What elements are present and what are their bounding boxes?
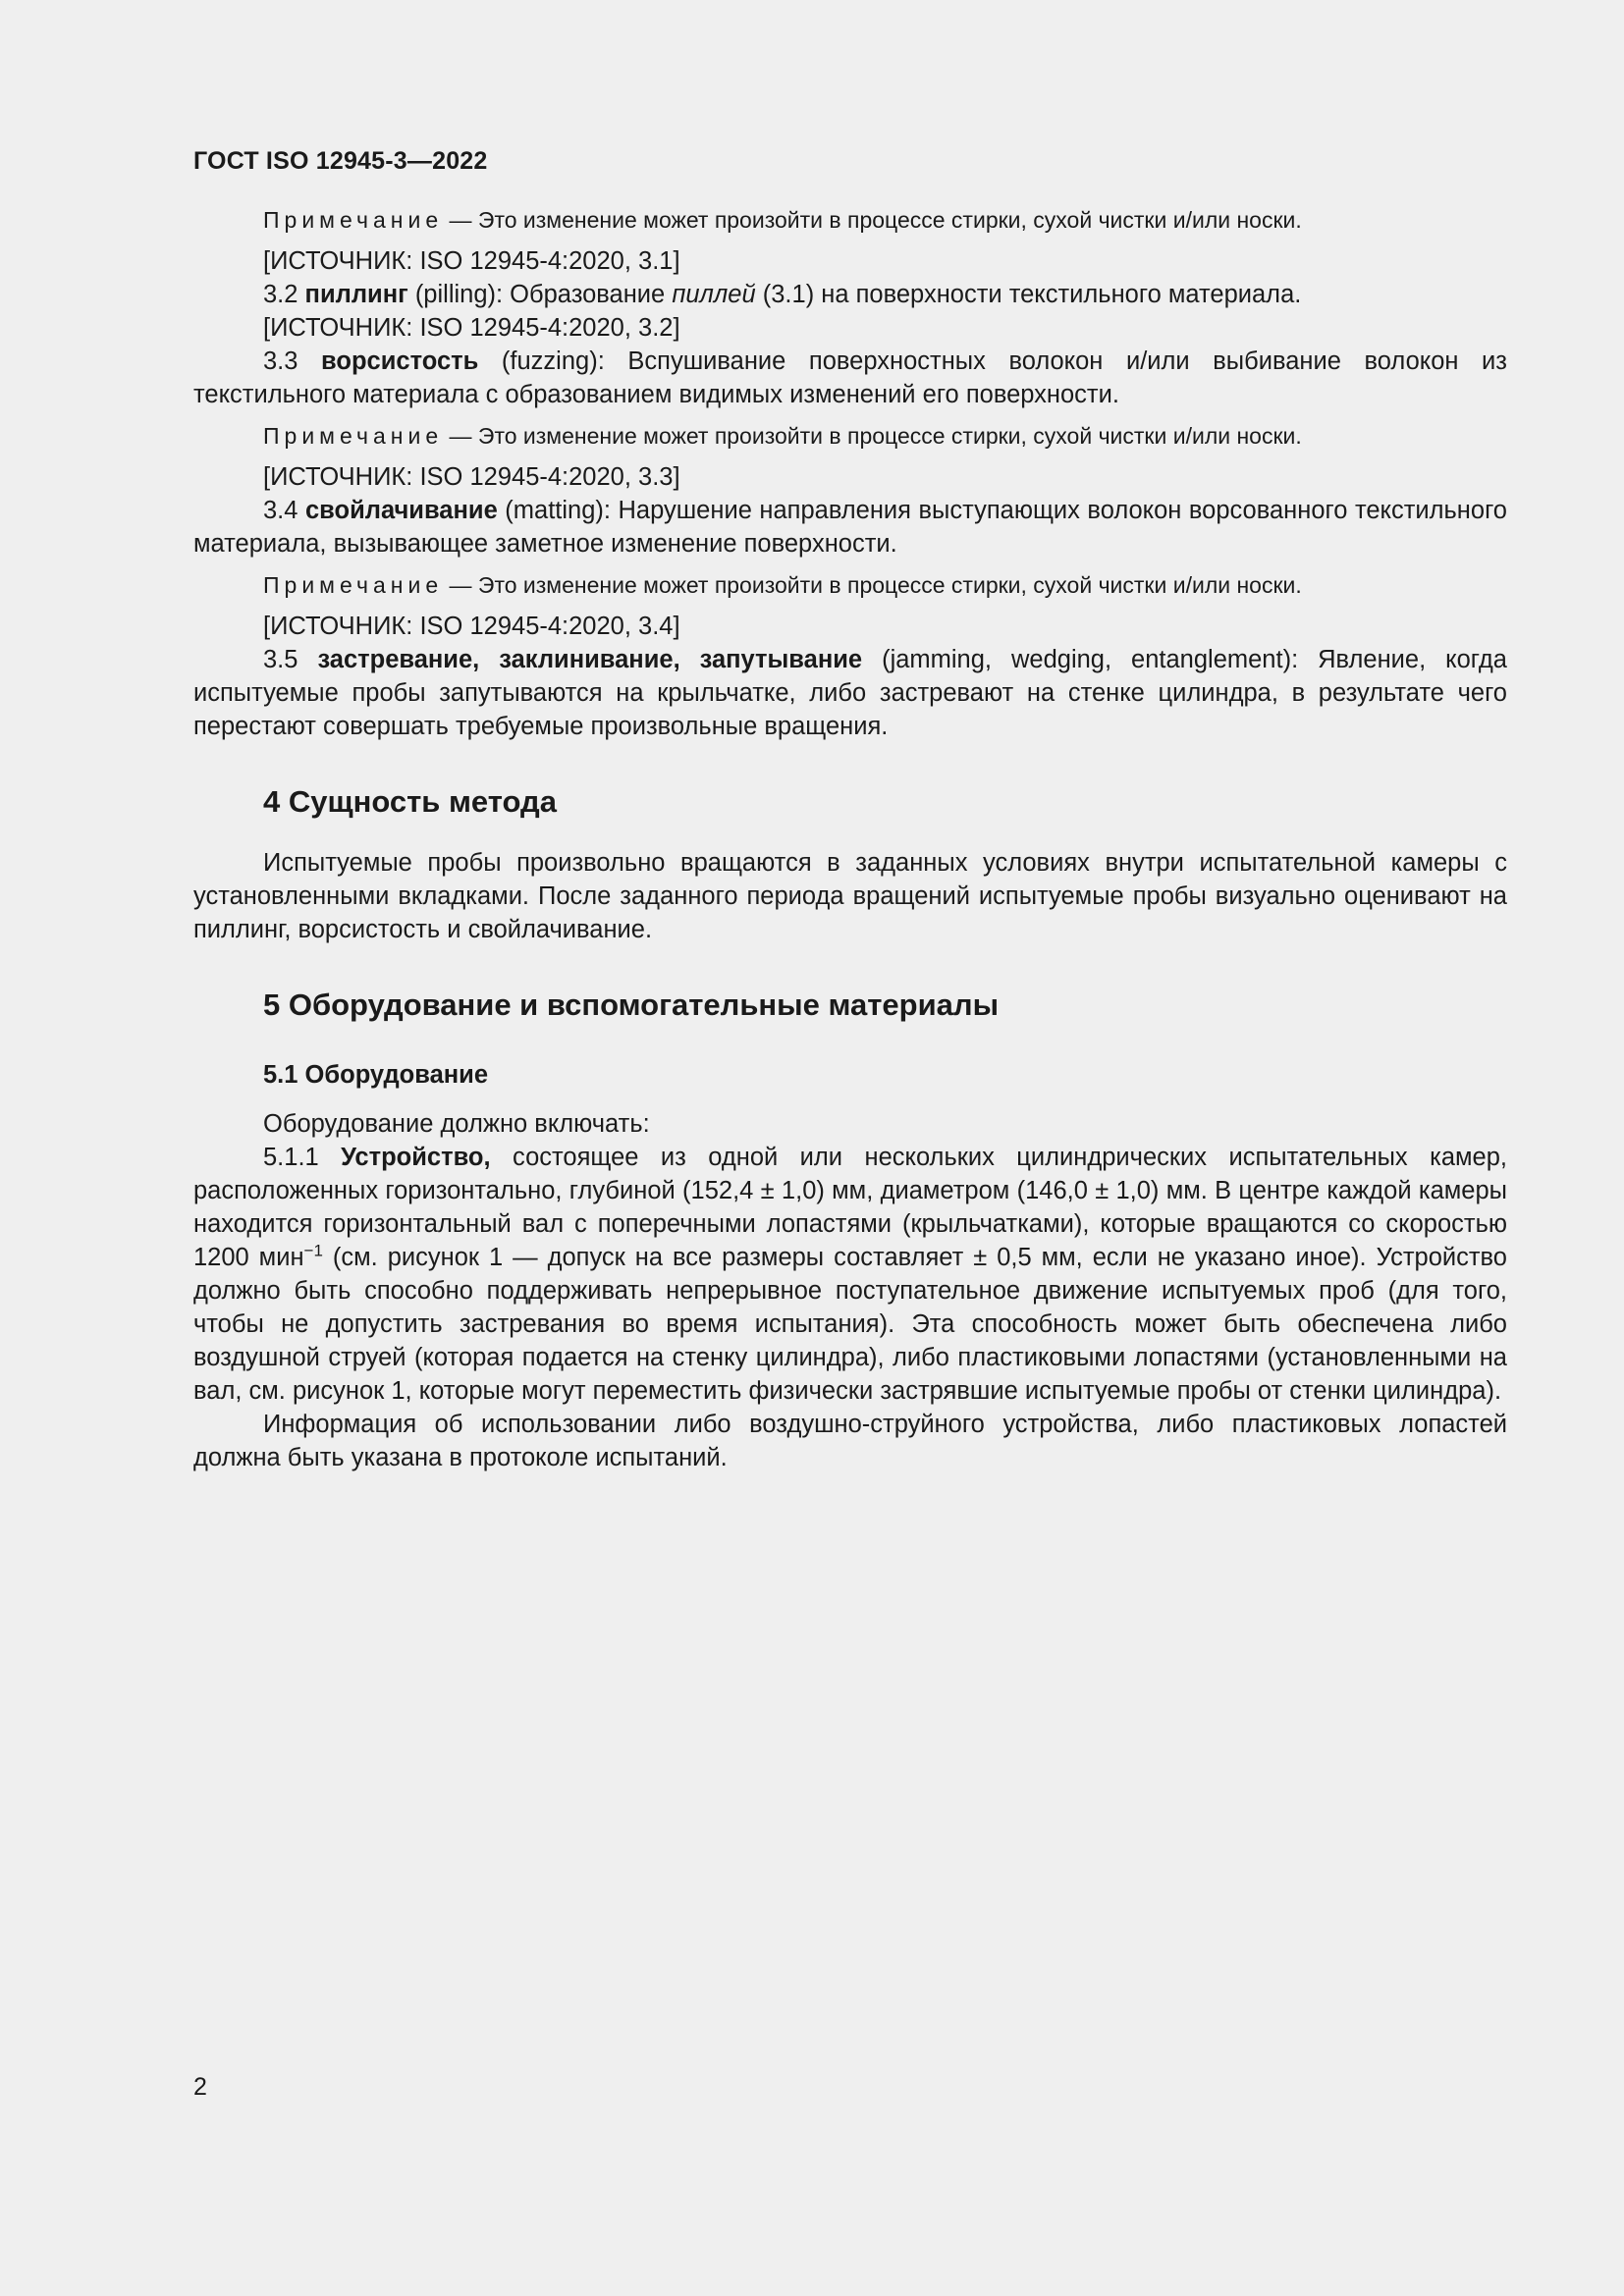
term-text: (3.1) на поверхности текстильного материала.: [755, 281, 1302, 308]
note-text: — Это изменение может произойти в процессе стирки, сухой чистки и/или носки.: [449, 423, 1302, 449]
source-3-2: [ИСТОЧНИК: ISO 12945-4:2020, 3.2]: [263, 314, 680, 342]
item-5-1-1: [193, 1141, 1507, 1408]
note-label: Примечание: [263, 572, 444, 598]
term-italic: пиллей: [672, 281, 756, 308]
term-name: свойлачивание: [304, 497, 498, 524]
term-number: 3.5: [263, 646, 298, 673]
term-text: (jamming, wedging, entanglement): Явление, когда испытуемые пробы запутываются на крыльчатке, либо застревают на стенке цилиндра, в результате чего перестают совершать требуемые произвольные вращения.: [193, 646, 1507, 740]
section-4-text: Испытуемые пробы произвольно вращаются в заданных условиях внутри испытательной камеры с установленными вкладками. После заданного периода вращений испытуемые пробы визуально оценивают на пиллинг, ворсистость и свойлачивание.: [193, 849, 1507, 943]
term-text: (matting): Нарушение направления выступающих волокон ворсованного текстильного материала, вызывающее заметное изменение поверхности.: [193, 497, 1507, 558]
term-3-2: [193, 278, 1507, 311]
term-text: (pilling): Образование: [407, 281, 673, 308]
document-header: ГОСТ ISO 12945-3—2022: [193, 147, 488, 175]
term-name: ворсистость: [321, 347, 479, 375]
note-text: — Это изменение может произойти в процессе стирки, сухой чистки и/или носки.: [449, 207, 1302, 233]
section-5-title: 5 Оборудование и вспомогательные материалы: [263, 988, 1000, 1022]
term-3-3: [193, 345, 1507, 411]
section-4-title: 4 Сущность метода: [263, 784, 557, 819]
section-5-1-title: 5.1 Оборудование: [263, 1061, 489, 1089]
document-page: [193, 147, 1507, 1474]
term-name: застревание, заклинивание, запутывание: [317, 646, 863, 673]
note-text: — Это изменение может произойти в процессе стирки, сухой чистки и/или носки.: [449, 572, 1302, 598]
note-label: Примечание: [263, 207, 444, 233]
section-5-1-info: Информация об использовании либо воздушно-струйного устройства, либо пластиковых лопастей должна быть указана в протоколе испытаний.: [193, 1411, 1507, 1471]
term-number: 3.2: [263, 281, 298, 308]
term-text: (fuzzing): Вспушивание поверхностных волокон и/или выбивание волокон из текстильного материала с образованием видимых изменений его поверхности.: [193, 347, 1507, 408]
item-text: (см. рисунок 1 — допуск на все размеры составляет ± 0,5 мм, если не указано иное). Устройство должно быть способно поддерживать непрерывное поступательное движение испытуемых проб (для того, чтобы не допустить застревания во время испытания). Эта способность может быть обеспечена либо воздушной струей (которая подается на стенку цилиндра), либо пластиковыми лопастями (установленными на вал, см. рисунок 1, которые могут переместить физически застрявшие испытуемые пробы от стенки цилиндра).: [193, 1244, 1507, 1405]
note-3-4: [193, 570, 1507, 600]
note-3-3: [193, 421, 1507, 451]
note-3-1: [193, 205, 1507, 235]
item-text: состоящее из одной или нескольких цилиндрических испытательных камер, расположенных горизонтально, глубиной (152,4 ± 1,0) мм, диаметром (146,0 ± 1,0) мм. В центре каждой камеры находится горизонтальный вал с поперечными лопастями (крыльчатками), которые вращаются со скоростью 1200 мин: [193, 1144, 1507, 1271]
source-3-3: [ИСТОЧНИК: ISO 12945-4:2020, 3.3]: [263, 463, 680, 491]
item-number: 5.1.1: [263, 1144, 319, 1171]
item-term: Устройство,: [341, 1144, 491, 1171]
term-number: 3.4: [263, 497, 298, 524]
item-superscript: −1: [303, 1241, 323, 1260]
page-number: 2: [193, 2073, 207, 2101]
term-name: пиллинг: [304, 281, 408, 308]
source-3-4: [ИСТОЧНИК: ISO 12945-4:2020, 3.4]: [263, 613, 680, 640]
note-label: Примечание: [263, 423, 444, 449]
term-3-5: [193, 643, 1507, 743]
term-3-4: [193, 494, 1507, 561]
section-5-1-intro: Оборудование должно включать:: [263, 1110, 650, 1138]
term-number: 3.3: [263, 347, 298, 375]
source-3-1: [ИСТОЧНИК: ISO 12945-4:2020, 3.1]: [263, 247, 680, 275]
